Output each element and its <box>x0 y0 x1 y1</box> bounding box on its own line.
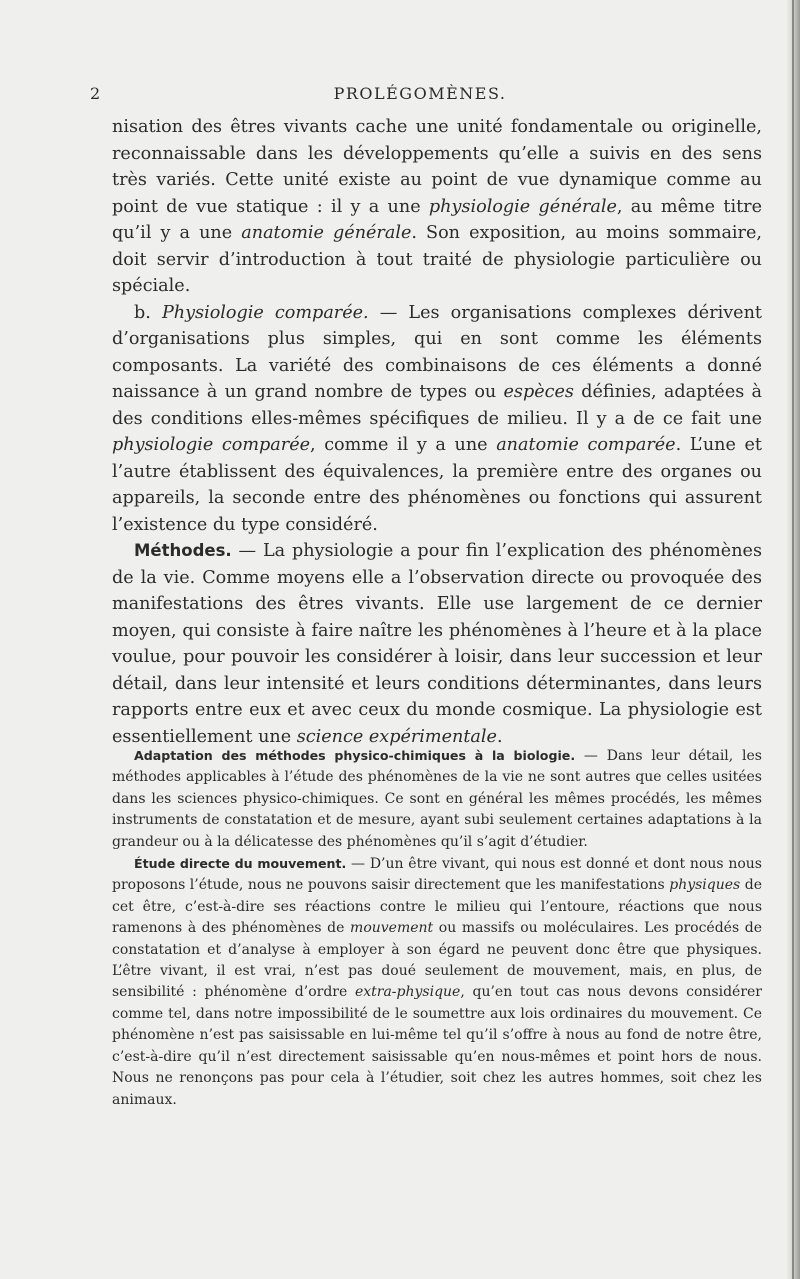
subheading-movement: Étude directe du mouvement. <box>134 856 347 872</box>
page-number: 2 <box>90 84 101 103</box>
subheading-adaptation: Adaptation des méthodes physico-chimiques à la biologie. <box>134 748 576 763</box>
paragraph-general-physiology: nisation des êtres vivants cache une unité fondamentale ou originelle, reconnaissable dans les développements qu’elle a suivis en des sens très variés. Cette unité existe au point de vue dynamique comme au point de vue statique : il y a une physiologie générale, au même titre qu’il y a une anatomie générale. Son exposition, au moins sommaire, doit servir d’introduction à tout traité de physiologie particulière ou spéciale. <box>112 117 762 296</box>
paragraph-adaptation: Adaptation des méthodes physico-chimiques à la biologie. — Dans leur détail, les méthodes applicables à l’étude des phénomènes de la vie ne sont autres que celles usitées dans les sciences physico-chimiques. Ce sont en général les mêmes procédés, les mêmes instruments de constatation et de mesure, ayant subi seulement certaines adaptations à la grandeur ou à la délicatesse des phénomènes qu’il s’agit d’étudier. <box>112 748 762 850</box>
page-header <box>90 84 750 108</box>
small-print-text <box>112 745 762 1111</box>
running-title: PROLÉGOMÈNES. <box>333 84 507 103</box>
main-text <box>112 114 762 750</box>
paragraph-methods: Méthodes. — La physiologie a pour fin l’explication des phénomènes de la vie. Comme moyens elle a l’observation directe ou provoquée des manifestations des êtres vivants. Elle use largement de ce dernier moyen, qui consiste à faire naître les phénomènes à l’heure et à la place voulue, pour pouvoir les considérer à loisir, dans leur succession et leur détail, dans leur intensité et leurs conditions déterminantes, dans leurs rapports entre eux et avec ceux du monde cosmique. La physiologie est essentiellement une science expérimentale. <box>112 541 762 747</box>
paragraph-comparative-physiology: b. Physiologie comparée. — Les organisations complexes dérivent d’organisations plus simples, qui en sont comme les éléments composants. La variété des combinaisons de ces éléments a donné naissance à un grand nombre de types ou espèces définies, adaptées à des conditions elles-mêmes spécifiques de milieu. Il y a de ce fait une physiologie comparée, comme il y a une anatomie comparée. L’une et l’autre établissent des équivalences, la première entre des organes ou appareils, la seconde entre des phénomènes ou fonctions qui assurent l’existence du type considéré. <box>112 302 763 535</box>
paragraph-movement: Étude directe du mouvement. — D’un être vivant, qui nous est donné et dont nous nous proposons l’étude, nous ne pouvons saisir directement que les manifestations physiques de cet être, c’est-à-dire ses réactions contre le milieu qui l’entoure, réactions que nous ramenons à des phénomènes de mouvement ou massifs ou moléculaires. Les procédés de constatation et d’analyse à employer à son égard ne peuvent donc être que physiques. L’être vivant, il est vrai, n’est pas doué seulement de mouvement, mais, en plus, de sensibilité : phénomène d’ordre extra-physique, qu’en tout cas nous devons considérer comme tel, dans notre impossibilité de le soumettre aux lois ordinaires du mouvement. Ce phénomène n’est pas saisissable en lui-même tel qu’il s’offre à nous au fond de notre être, c’est-à-dire qu’il n’est directement saisissable qu’en nous-mêmes et point hors de nous. Nous ne renonçons pas pour cela à l’étudier, soit chez les autres hommes, soit chez les animaux. <box>112 856 762 1108</box>
page-edge-line <box>792 0 794 1279</box>
section-heading-methods: Méthodes. <box>134 541 232 560</box>
